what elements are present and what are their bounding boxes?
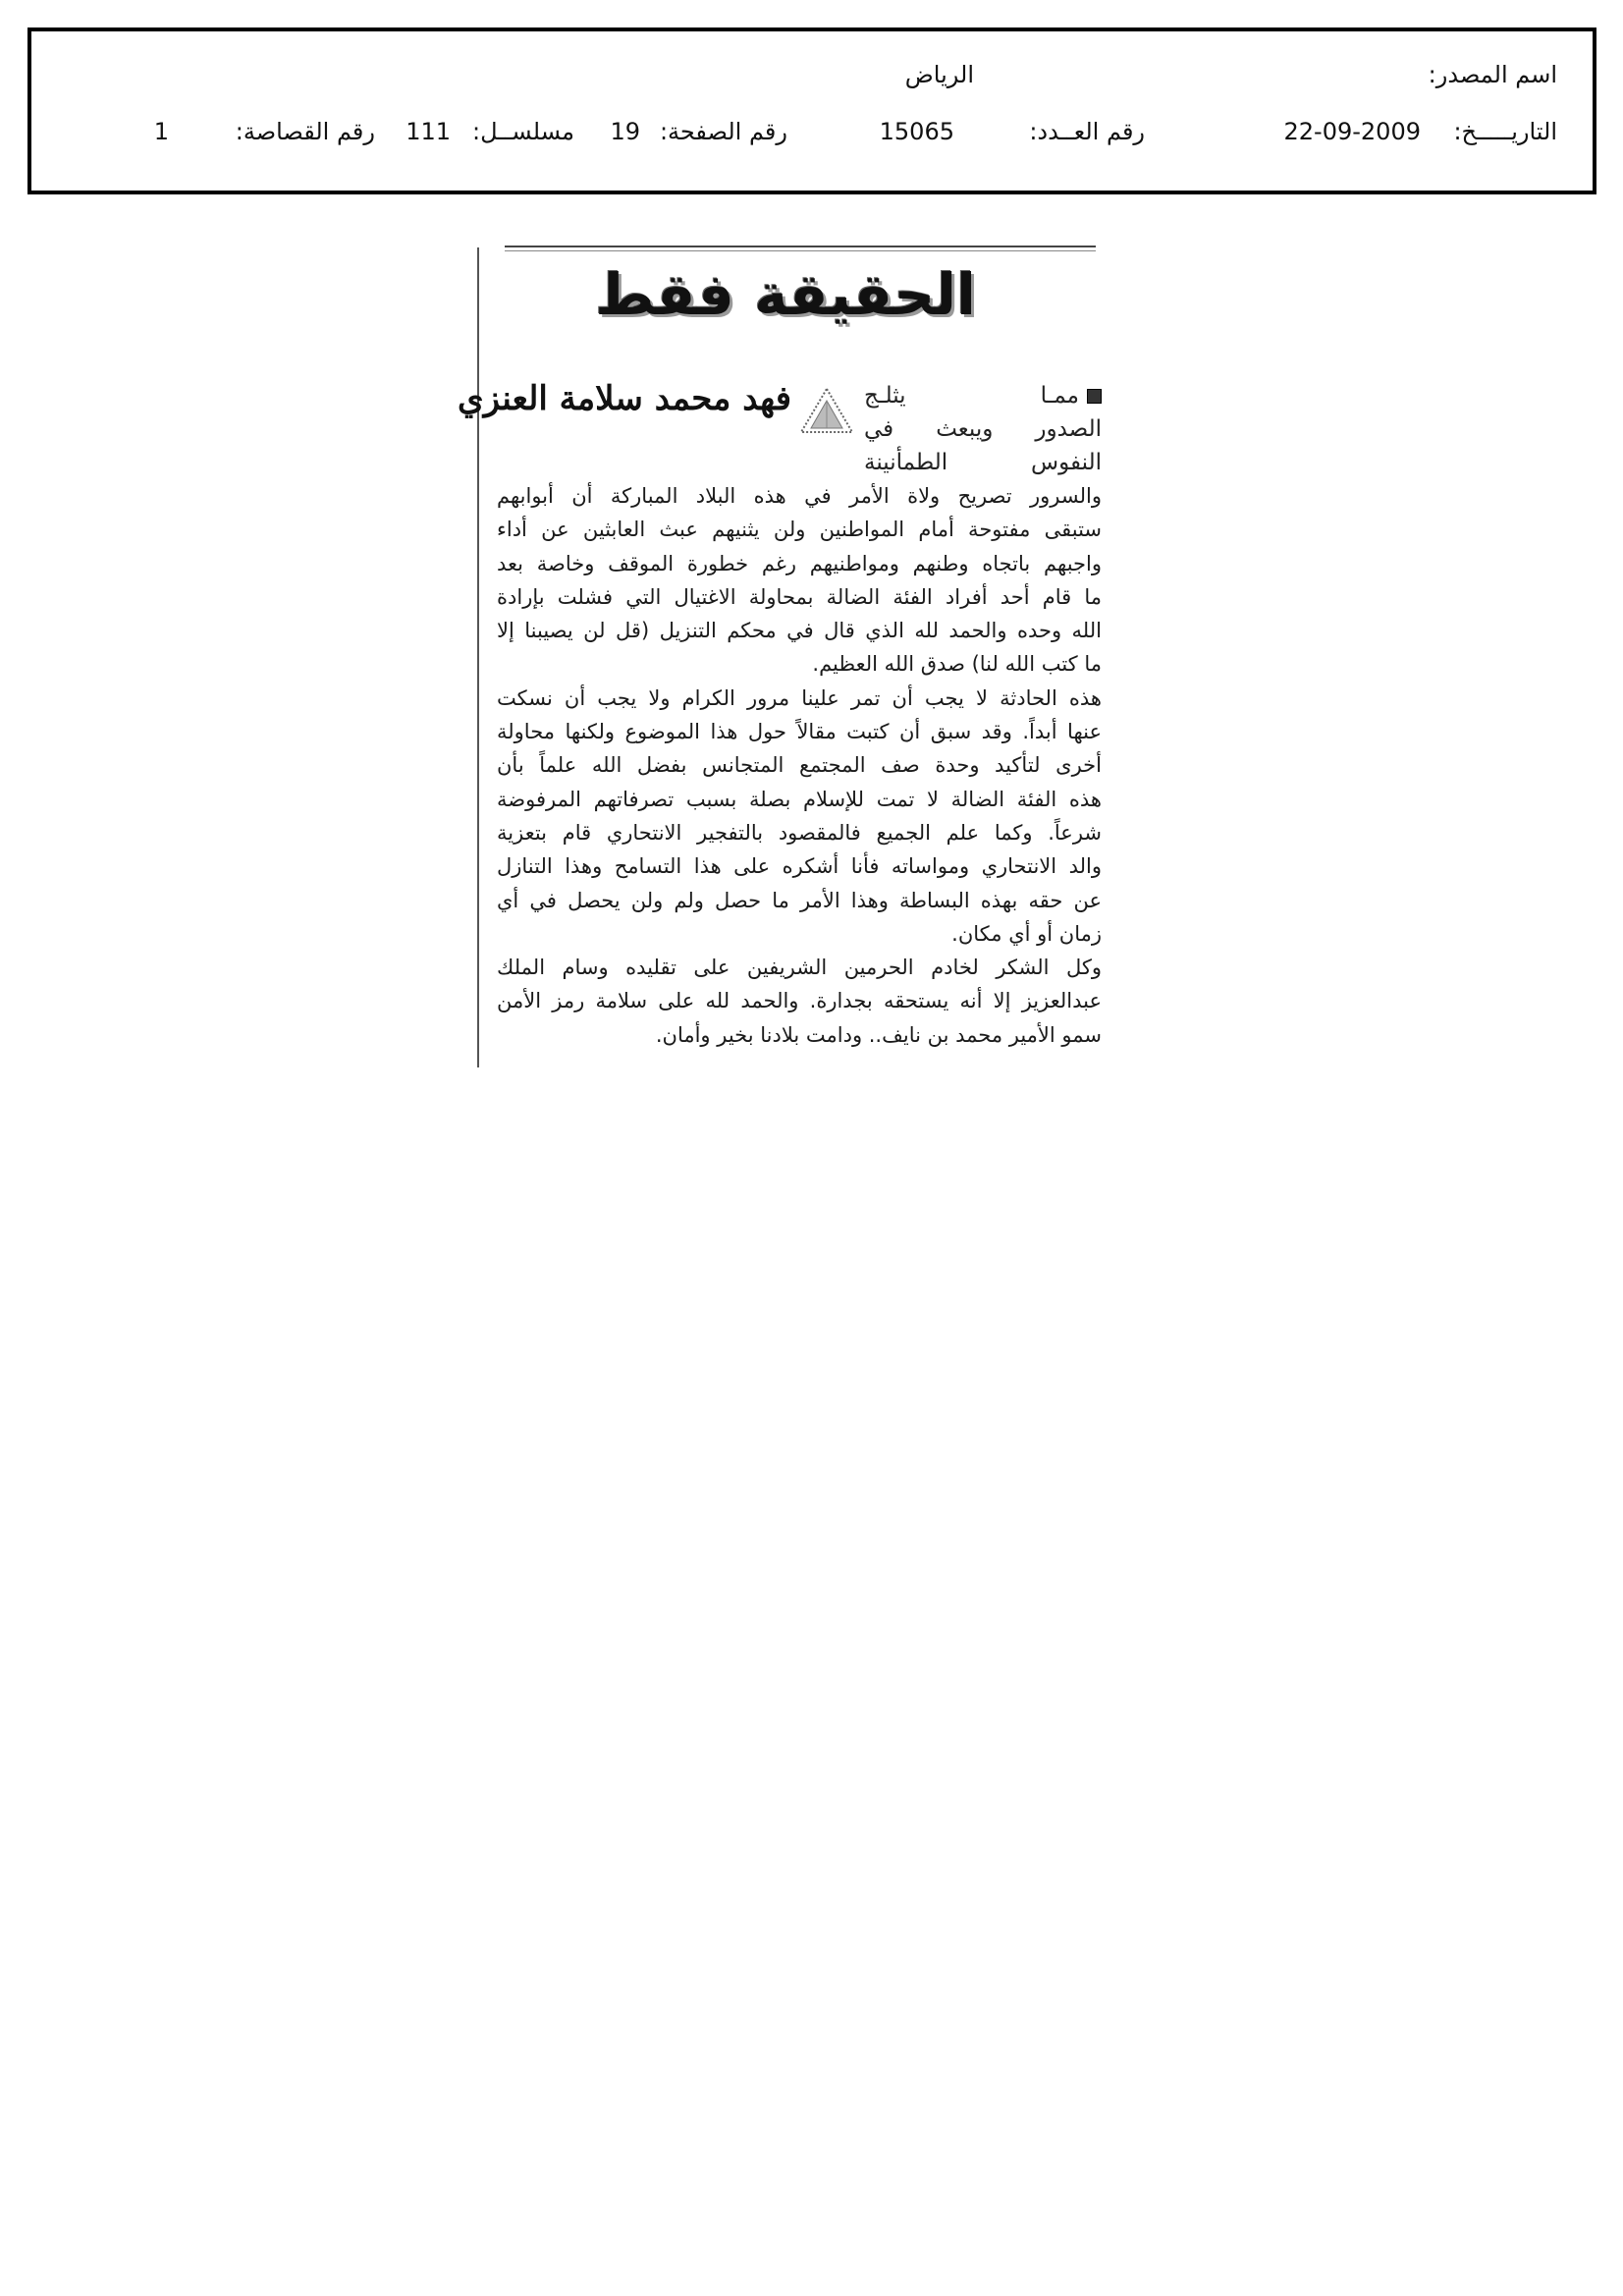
body-line: عنها أبداً. وقد سبق أن كتبت مقالاً حول هذا الموضوع ولكنها محاولة [497,720,1102,744]
triangle-ornament-icon [797,385,856,436]
body-line: وكل الشكر لخادم الحرمين الشريفين على تقليده وسام الملك [497,956,1102,980]
intro-line: الصدور ويبعث في [864,416,1102,442]
top-rule-thin [505,250,1096,251]
body-line: ستبقى مفتوحة أمام المواطنين ولن يثنيهم عبث العابثين عن أداء [497,518,1102,542]
body-line: سمو الأمير محمد بن نايف.. ودامت بلادنا بخير وأمان. [655,1022,1102,1047]
body-line: ما قام أحد أفراد الفئة الضالة بمحاولة الاغتيال التي فشلت بإرادة [497,584,1102,609]
clip-value: 1 [153,118,169,145]
article-headline: الحقيقة فقط [595,261,976,328]
top-rule [505,246,1096,247]
article-intro [864,379,1102,479]
serial-label: مسلســل: [472,118,574,145]
author-name: فهد محمد سلامة العنزي [458,379,791,418]
body-line: شرعاً. وكما علم الجميع فالمقصود بالتفجير الانتحاري قام بتعزية [497,820,1102,845]
source-value: الرياض [904,61,974,88]
body-line: والد الانتحاري ومواساته فأنا أشكره على هذا التسامح وهذا التنازل [497,854,1102,879]
body-line: عن حقه بهذه البساطة وهذا الأمر ما حصل ولم ولن يحصل في أي [497,888,1102,912]
clip-label: رقم القصاصة: [235,118,375,145]
body-line: هذه الحادثة لا يجب أن تمر علينا مرور الكرام ولا يجب أن نسكت [497,685,1102,710]
serial-value: 111 [406,118,451,145]
column-rule [477,247,479,1067]
date-value: 22-09-2009 [1283,118,1421,145]
body-line: والسرور تصريح ولاة الأمر في هذه البلاد المباركة أن أبوابهم [497,484,1102,508]
article-body [497,479,1102,1052]
intro-line: النفوس الطمأنينة [864,450,1102,475]
issue-label: رقم العــدد: [1029,118,1145,145]
square-bullet-icon [1087,389,1102,404]
page-label: رقم الصفحة: [659,118,787,145]
issue-value: 15065 [879,118,954,145]
body-line: ما كتب الله لنا) صدق الله العظيم. [812,652,1102,677]
body-line: الله وحده والحمد لله الذي قال في محكم التنزيل (قل لن يصيبنا إلا [497,619,1102,643]
metadata-header-box [27,27,1596,194]
intro-line: ممـا يثلـج [864,379,1102,412]
page-value: 19 [610,118,640,145]
body-line: عبدالعزيز إلا أنه يستحقه بجدارة. والحمد لله على سلامة رمز الأمن [497,989,1102,1013]
body-line: أخرى لتأكيد وحدة صف المجتمع المتجانس بفضل الله علماً بأن [497,753,1102,778]
body-line: هذه الفئة الضالة لا تمت للإسلام بصلة بسبب تصرفاتهم المرفوضة [497,787,1102,811]
body-line: زمان أو أي مكان. [951,921,1102,946]
newspaper-clipping [458,240,1109,1067]
date-label: التاريـــــخ: [1453,118,1557,145]
source-label: اسم المصدر: [1428,61,1557,88]
body-line: واجبهم باتجاه وطنهم ومواطنيهم رغم خطورة الموقف وخاصة بعد [497,551,1102,575]
